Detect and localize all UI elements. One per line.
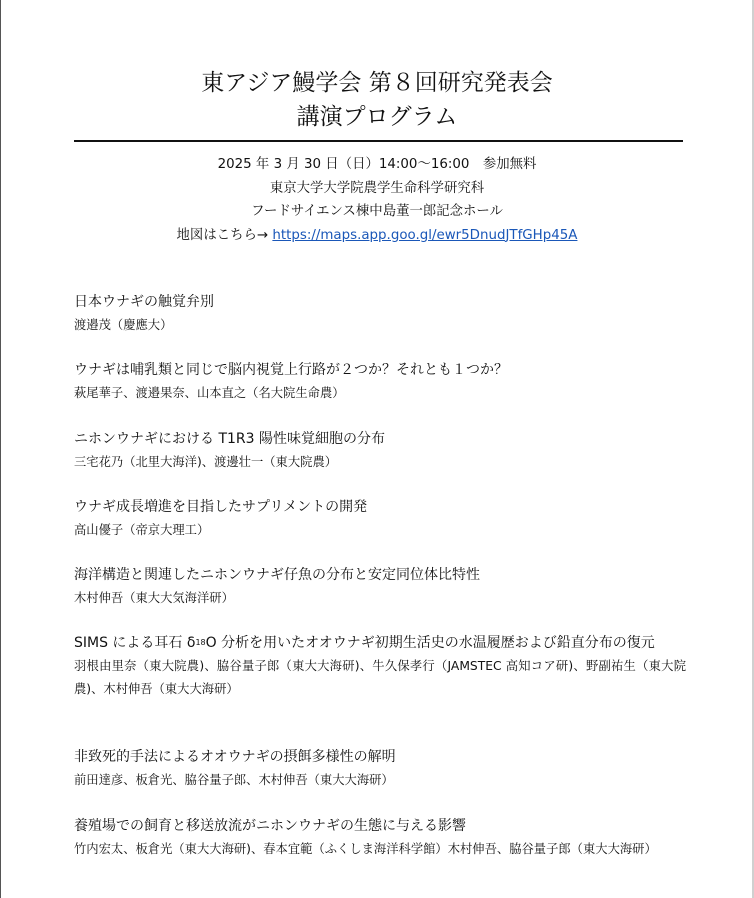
talk-authors: 渡邉茂（慶應大） [74, 318, 173, 332]
map-line [0, 224, 754, 248]
talk-title [74, 632, 686, 655]
event-info [0, 153, 754, 247]
talk-authors: 前田達彦、板倉光、脇谷量子郎、木村伸吾（東大大海研） [74, 773, 394, 787]
map-prefix: 地図はこちら→ [176, 227, 273, 243]
talk-authors: 三宅花乃（北里大海洋)、渡邊壮一（東大院農） [74, 455, 338, 469]
talk-title-part: O 分析を用いたオオウナギ初期生活史の水温履歴および鉛直分布の復元 [205, 635, 655, 651]
talk-authors: 竹内宏太、板倉光（東大大海研)、春本宜範（ふくしま海洋科学館）木村伸吾、脇谷量子郎（東大大海研） [74, 842, 657, 856]
event-venue-2: フードサイエンス棟中島董一郎記念ホール [251, 204, 503, 219]
talk-title: 非致死的手法によるオオウナギの摂餌多様性の解明 [74, 749, 396, 765]
talk-title-part: SIMS による耳石 [74, 635, 187, 651]
talk-item [74, 564, 686, 610]
talk-item [74, 496, 686, 542]
page-border [0, 0, 1, 898]
title-divider [74, 140, 683, 142]
talk-item [74, 632, 686, 701]
event-venue-1: 東京大学大学院農学生命科学研究科 [269, 180, 485, 196]
isotope-superscript: 18 [195, 638, 206, 647]
talk-authors: 高山優子（帝京大理工） [74, 523, 210, 537]
title-line-1: 東アジア鰻学会 第８回研究発表会 [201, 70, 553, 96]
talk-item [74, 815, 686, 861]
talk-title: 養殖場での飼育と移送放流がニホンウナギの生態に与える影響 [74, 818, 466, 834]
talk-authors: 木村伸吾（東大大気海洋研） [74, 591, 234, 605]
talk-title: ウナギ成長増進を目指したサプリメントの開発 [74, 499, 368, 515]
talk-item [74, 746, 686, 792]
title-line-2: 講演プログラム [296, 104, 458, 130]
document-title [0, 66, 754, 134]
talk-item [74, 359, 686, 405]
talk-title: 海洋構造と関連したニホンウナギ仔魚の分布と安定同位体比特性 [74, 567, 480, 583]
event-date: 2025 年 3 月 30 日（日）14:00～16:00 参加無料 [217, 157, 537, 172]
talk-title: 日本ウナギの触覚弁別 [74, 294, 214, 310]
talk-item [74, 291, 686, 337]
talk-item [74, 428, 686, 474]
talk-title: ウナギは哺乳類と同じで脳内視覚上行路が２つか？それとも１つか？ [74, 362, 508, 378]
talk-authors: 萩尾華子、渡邉果奈、山本直之（名大院生命農） [74, 386, 345, 400]
delta-symbol: δ [186, 635, 196, 651]
map-link[interactable]: https://maps.app.goo.gl/ewr5DnudJTfGHp45A [272, 227, 578, 243]
talk-title: ニホンウナギにおける T1R3 陽性味覚細胞の分布 [74, 431, 385, 447]
talk-authors: 羽根由里奈（東大院農)、脇谷量子郎（東大大海研)、牛久保孝行（JAMSTEC 高知コア研)、野副祐生（東大院農)、木村伸吾（東大大海研） [74, 659, 686, 696]
